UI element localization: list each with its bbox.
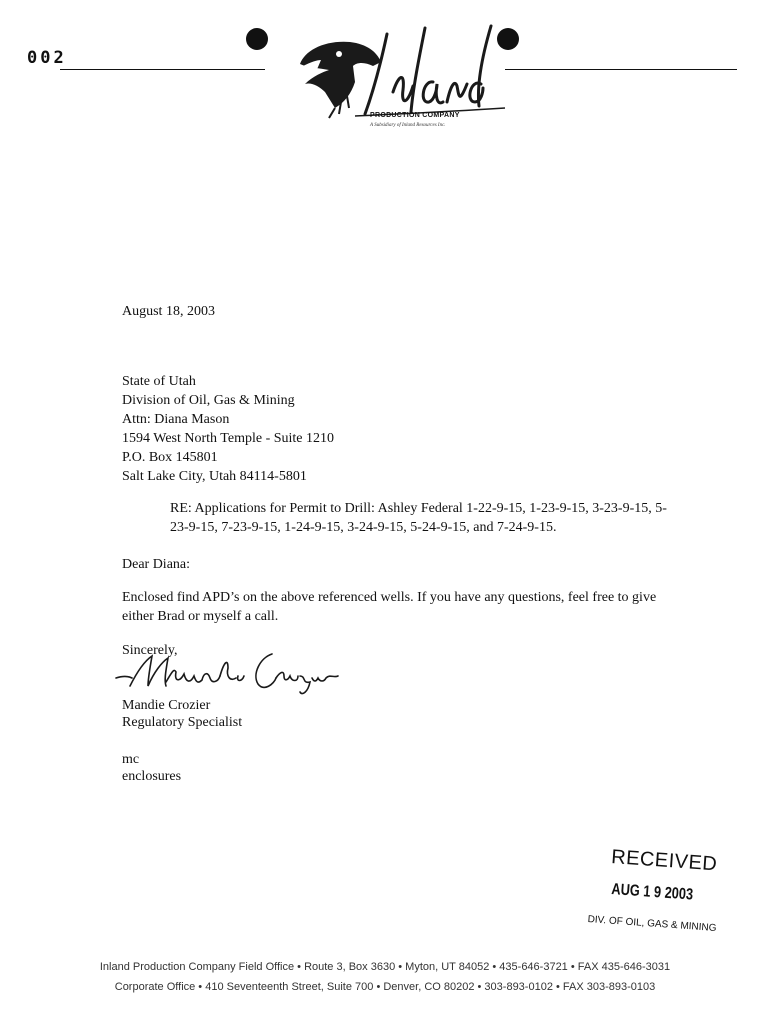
letter-body: Enclosed find APD’s on the above referenced wells. If you have any questions, feel free to give either Brad or myself a call. [122,590,657,624]
recipient-line: State of Utah [122,374,196,389]
received-stamp-division: DIV. OF OIL, GAS & MINING [587,914,717,934]
closing: Sincerely, [122,643,178,658]
recipient-line: Attn: Diana Mason [122,412,230,427]
typist-initials: mc [122,752,140,767]
salutation: Dear Diana: [122,557,191,572]
recipient-line: Salt Lake City, Utah 84114-5801 [122,469,307,484]
brand-tagline: A Subsidiary of Inland Resources Inc. [370,123,446,128]
subject-line: RE: Applications for Permit to Drill: Ashley Federal 1-22-9-15, 1-23-9-15, 3-23-9-15, 5-23-9-15, 7-23-9-15, 1-24-9-15, 3-24-9-15, 5-24-9-15, and 7-24-9-15. [170,501,667,535]
signer-name: Mandie Crozier [122,698,211,713]
brand-name: PRODUCTION COMPANY [370,112,460,119]
header-rule-left [60,69,265,70]
letter-date: August 18, 2003 [122,304,215,319]
received-stamp-date: AUG 1 9 2003 [610,881,694,904]
signer-title: Regulatory Specialist [122,715,243,730]
recipient-line: P.O. Box 145801 [122,450,218,465]
header-dot-left [246,28,268,50]
footer-corporate-office: Corporate Office • 410 Seventeenth Street, Suite 700 • Denver, CO 80202 • 303-893-0102 • FAX 303-893-0103 [114,981,656,993]
recipient-line: 1594 West North Temple - Suite 1210 [122,431,335,446]
footer-field-office: Inland Production Company Field Office • Route 3, Box 3630 • Myton, UT 84052 • 435-646-3721 • FAX 435-646-3031 [99,961,671,973]
handwritten-signature [112,642,342,700]
recipient-address [122,372,334,486]
enclosures-note: enclosures [122,769,182,784]
recipient-line: Division of Oil, Gas & Mining [122,393,295,408]
header-rule-right [505,69,737,70]
page-number: 002 [27,48,67,68]
received-stamp-title: RECEIVED [610,846,718,876]
